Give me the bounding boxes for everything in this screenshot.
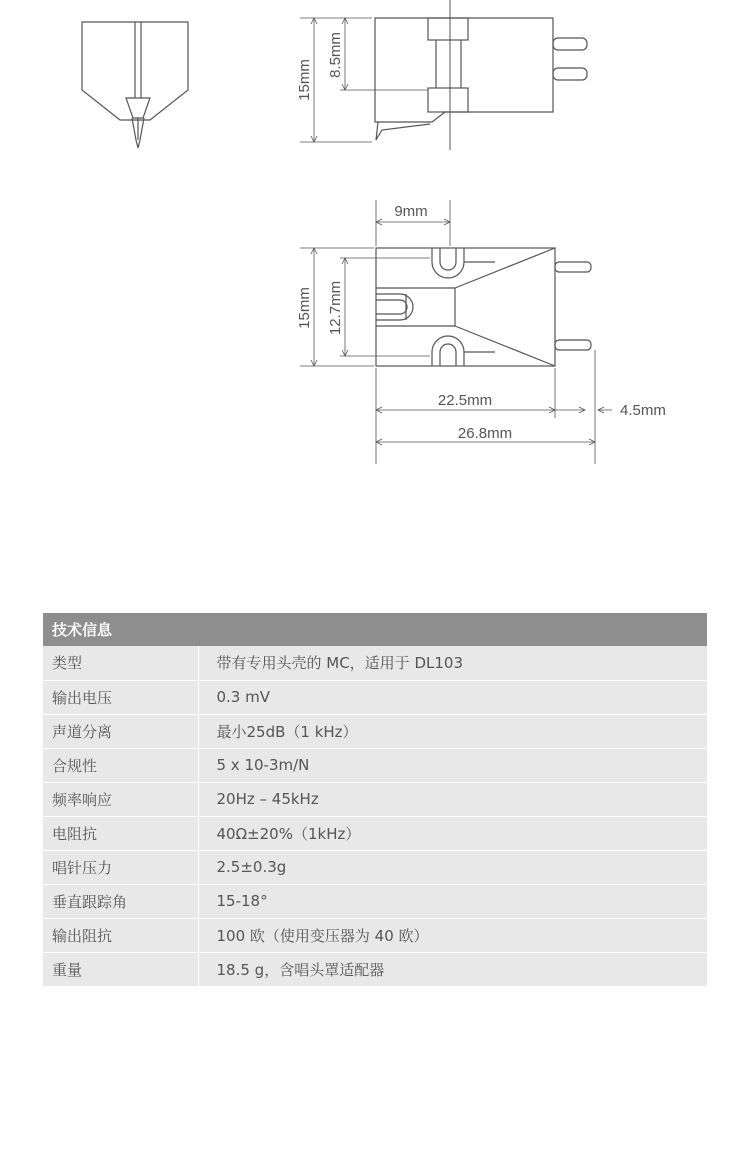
pin-length-label: 4.5mm <box>620 402 666 419</box>
spec-label: 输出阻抗 <box>43 918 198 952</box>
cartridge-diagram <box>0 0 750 560</box>
table-row <box>43 646 707 680</box>
body-length-label: 22.5mm <box>437 392 493 409</box>
spec-table <box>43 613 707 987</box>
spec-value: 15-18° <box>198 884 707 918</box>
spec-label: 频率响应 <box>43 782 198 816</box>
spec-value: 100 欧（使用变压器为 40 欧） <box>198 918 707 952</box>
bottom-top-width-label: 9mm <box>394 203 428 220</box>
total-length-label: 26.8mm <box>457 425 513 442</box>
bottom-height-label: 15mm <box>296 287 313 329</box>
table-row <box>43 918 707 952</box>
table-row <box>43 850 707 884</box>
table-row <box>43 714 707 748</box>
spec-value: 带有专用头壳的 MC，适用于 DL103 <box>198 646 707 680</box>
spec-table-header <box>43 613 707 646</box>
side-inner-height-label: 8.5mm <box>327 32 344 78</box>
spec-label: 类型 <box>43 646 198 680</box>
table-row <box>43 680 707 714</box>
spec-value: 0.3 mV <box>198 680 707 714</box>
spec-value: 18.5 g，含唱头罩适配器 <box>198 952 707 986</box>
spec-value: 最小25dB（1 kHz） <box>198 714 707 748</box>
spec-label: 输出电压 <box>43 680 198 714</box>
spec-label: 唱针压力 <box>43 850 198 884</box>
spec-value: 20Hz – 45kHz <box>198 782 707 816</box>
table-row <box>43 748 707 782</box>
table-row <box>43 952 707 986</box>
spec-label: 合规性 <box>43 748 198 782</box>
spec-value: 40Ω±20%（1kHz） <box>198 816 707 850</box>
front-view-drawing <box>82 22 188 148</box>
spec-label: 垂直跟踪角 <box>43 884 198 918</box>
bottom-inner-height-label: 12.7mm <box>327 280 344 336</box>
table-row <box>43 816 707 850</box>
spec-label: 重量 <box>43 952 198 986</box>
table-row <box>43 782 707 816</box>
spec-table-title: 技术信息 <box>43 613 707 646</box>
spec-label: 声道分离 <box>43 714 198 748</box>
table-row <box>43 884 707 918</box>
technical-drawings <box>0 0 750 560</box>
spec-value: 5 x 10-3m/N <box>198 748 707 782</box>
bottom-view-drawing <box>300 200 612 464</box>
spec-value: 2.5±0.3g <box>198 850 707 884</box>
side-height-label: 15mm <box>296 59 313 101</box>
spec-label: 电阻抗 <box>43 816 198 850</box>
